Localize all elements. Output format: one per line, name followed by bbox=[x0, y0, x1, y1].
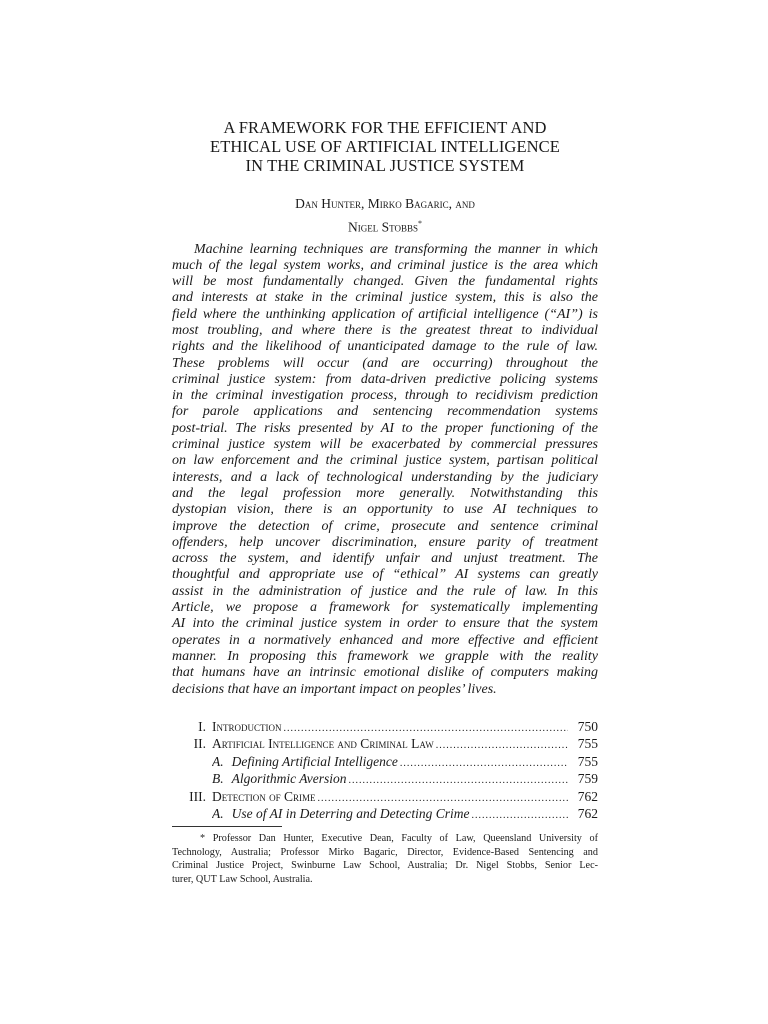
abstract-line: operates in a normatively enhanced and more effective and efficient bbox=[172, 632, 598, 648]
abstract-line: interests, and a lack of technological understanding by the judiciary bbox=[172, 469, 598, 485]
abstract bbox=[172, 242, 598, 698]
title-line: A FRAMEWORK FOR THE EFFICIENT AND bbox=[223, 118, 547, 137]
abstract-line: for parole applications and sentencing recommendation systems bbox=[172, 404, 598, 420]
abstract-line: improve the detection of crime, prosecute and sentence criminal bbox=[172, 518, 598, 534]
abstract-line: criminal justice system will be exacerbated by commercial pressures bbox=[172, 437, 598, 453]
author-line bbox=[172, 214, 598, 238]
abstract-line: most troubling, and where there is the greatest threat to individual bbox=[172, 322, 598, 338]
abstract-line: assist in the administration of justice and the rule of law. In this bbox=[172, 583, 598, 599]
toc-entry-body bbox=[212, 805, 570, 825]
abstract-line: dystopian vision, there is an opportunity to use AI techniques to bbox=[172, 502, 598, 518]
title-line: ETHICAL USE OF ARTIFICIAL INTELLIGENCE bbox=[210, 137, 560, 156]
toc-entry-title: Algorithmic Aversion bbox=[231, 771, 347, 787]
toc-section-number: II. bbox=[193, 736, 206, 752]
abstract-line: field where the unthinking application of artificial intelligence (“AI”) is bbox=[172, 306, 598, 322]
toc-subsection-letter: A. bbox=[212, 753, 224, 769]
author-footnote bbox=[172, 832, 598, 886]
author-byline bbox=[172, 194, 598, 238]
abstract-line: Article, we propose a framework for systematically implementing bbox=[172, 600, 598, 616]
article-page bbox=[172, 0, 598, 823]
toc-entry[interactable] bbox=[172, 788, 598, 806]
footnote-line: * Professor Dan Hunter, Executive Dean, Faculty of Law, Queensland University of bbox=[200, 833, 598, 844]
toc-subsection-letter: B. bbox=[212, 771, 224, 787]
toc-entry-title: Artificial Intelligence and Criminal Law bbox=[212, 736, 434, 752]
article-title bbox=[172, 118, 598, 175]
abstract-line: These problems will occur (and are occurring) throughout the bbox=[172, 355, 598, 371]
title-line: IN THE CRIMINAL JUSTICE SYSTEM bbox=[245, 156, 525, 175]
abstract-line: and interests at stake in the criminal justice system, this is also the bbox=[172, 290, 598, 306]
abstract-line: thoughtful and appropriate use of “ethical” AI systems can greatly bbox=[172, 567, 598, 583]
toc-leader-dots bbox=[471, 807, 568, 825]
abstract-line: much of the legal system works, and criminal justice is the area which bbox=[172, 257, 598, 273]
author-line: Dan Hunter, Mirko Bagaric, and bbox=[295, 196, 475, 211]
abstract-line: Machine learning techniques are transforming the manner in which bbox=[194, 241, 598, 257]
toc-entry-title: Detection of Crime bbox=[212, 788, 316, 804]
abstract-line: and the legal profession more generally. Notwithstanding this bbox=[172, 485, 598, 501]
toc-entry[interactable] bbox=[172, 735, 598, 753]
toc-entry-title: Introduction bbox=[212, 718, 282, 734]
abstract-line: across the system, and identify unfair and unjust treatment. The bbox=[172, 551, 598, 567]
toc-entry[interactable] bbox=[172, 805, 598, 823]
toc-entry[interactable] bbox=[172, 718, 598, 736]
table-of-contents bbox=[172, 718, 598, 823]
abstract-line: that humans have an intrinsic emotional dislike of computers making bbox=[172, 665, 598, 681]
toc-entry-title: Defining Artificial Intelligence bbox=[231, 753, 398, 769]
toc-page-number: 762 bbox=[577, 788, 598, 804]
toc-page-number: 762 bbox=[577, 806, 598, 822]
toc-page-number: 759 bbox=[577, 771, 598, 787]
abstract-line: manner. In proposing this framework we grapple with the reality bbox=[172, 648, 598, 664]
footnote-divider bbox=[172, 826, 282, 827]
footnote-line: turer, QUT Law School, Australia. bbox=[172, 873, 313, 885]
abstract-line: in the criminal investigation process, through to recidivism prediction bbox=[172, 388, 598, 404]
abstract-line: offenders, help uncover discrimination, ensure parity of treatment bbox=[172, 534, 598, 550]
abstract-line: decisions that have an important impact on peoples’ lives. bbox=[172, 681, 497, 697]
toc-entry[interactable] bbox=[172, 753, 598, 771]
abstract-line: rights and the likelihood of unanticipated damage to the rule of law. bbox=[172, 339, 598, 355]
footnote-line: Technology, Australia; Professor Mirko Bagaric, Director, Evidence-Based Sentencing and bbox=[172, 846, 598, 858]
abstract-line: will be most fundamentally changed. Given the fundamental rights bbox=[172, 274, 598, 290]
toc-entry-title: Use of AI in Deterring and Detecting Crime bbox=[231, 806, 470, 822]
abstract-line: post-trial. The risks presented by AI to the proper functioning of the bbox=[172, 420, 598, 436]
toc-page-number: 755 bbox=[577, 753, 598, 769]
toc-entry[interactable] bbox=[172, 770, 598, 788]
abstract-line: criminal justice system: from data-driven predictive policing systems bbox=[172, 371, 598, 387]
author-name: Nigel Stobbs bbox=[348, 219, 418, 235]
toc-subsection-letter: A. bbox=[212, 806, 224, 822]
toc-page-number: 755 bbox=[577, 736, 598, 752]
toc-section-number: I. bbox=[198, 718, 206, 734]
footnote-line: Criminal Justice Project, Swinburne Law School, Australia; Dr. Nigel Stobbs, Senior Lec- bbox=[172, 860, 598, 871]
toc-section-number: III. bbox=[189, 788, 206, 804]
toc-page-number: 750 bbox=[577, 718, 598, 734]
footnote-marker: * bbox=[417, 219, 422, 228]
abstract-line: on law enforcement and the criminal justice system, partisan political bbox=[172, 453, 598, 469]
abstract-line: AI into the criminal justice system in order to ensure that the system bbox=[172, 616, 598, 632]
